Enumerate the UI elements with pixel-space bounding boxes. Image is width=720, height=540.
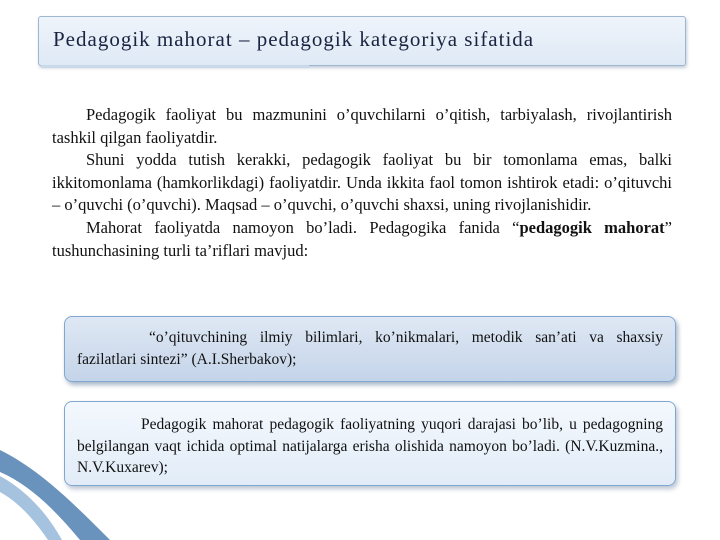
paragraph-3: [52, 217, 672, 262]
paragraph-3-end: ” tushunchasining turli ta’riflari mavjud:: [52, 217, 672, 260]
title-underline: [41, 65, 309, 68]
paragraph-3-start: Mahorat faoliyatda namoyon bo’ladi. Pedagogika fanida “: [86, 217, 520, 237]
slide-title: Pedagogik mahorat – pedagogik kategoriya sifatida: [53, 27, 535, 51]
title-box: [38, 16, 686, 66]
definition-text-2: Pedagogik mahorat pedagogik faoliyatning yuqori darajasi bo’lib, u pedagogning belgilangan vaqt ichida optimal natijalarga erisha olishida namoyon bo’ladi. (N.V.Kuzmina., N.V.Kuxarev);: [77, 416, 663, 476]
paragraph-3-bold-term: pedagogik mahorat: [519, 217, 665, 237]
definition-box-kuzmina: [64, 401, 676, 486]
body-text: [52, 104, 672, 262]
definition-text-1: “o’qituvchining ilmiy bilimlari, ko’nikmalari, metodik san’ati va shaxsiy fazilatlari sintezi” (A.I.Sherbakov);: [77, 329, 663, 368]
paragraph-2: Shuni yodda tutish kerakki, pedagogik faoliyat bu bir tomonlama emas, balki ikkitomonlama (hamkorlikdagi) faoliyatdir. Unda ikkita faol tomon ishtirok etadi: o’qituvchi – o’quvchi (o’quvchi). Maqsad – o’quvchi, o’quvchi shaxsi, uning rivojlanishidir.: [52, 150, 672, 215]
corner-swoosh-decoration: [0, 440, 120, 540]
paragraph-1: Pedagogik faoliyat bu mazmunini o’quvchilarni o’qitish, tarbiyalash, rivojlantirish tashkil qilgan faoliyatdir.: [52, 105, 672, 147]
definition-box-sherbakov: [64, 316, 676, 382]
